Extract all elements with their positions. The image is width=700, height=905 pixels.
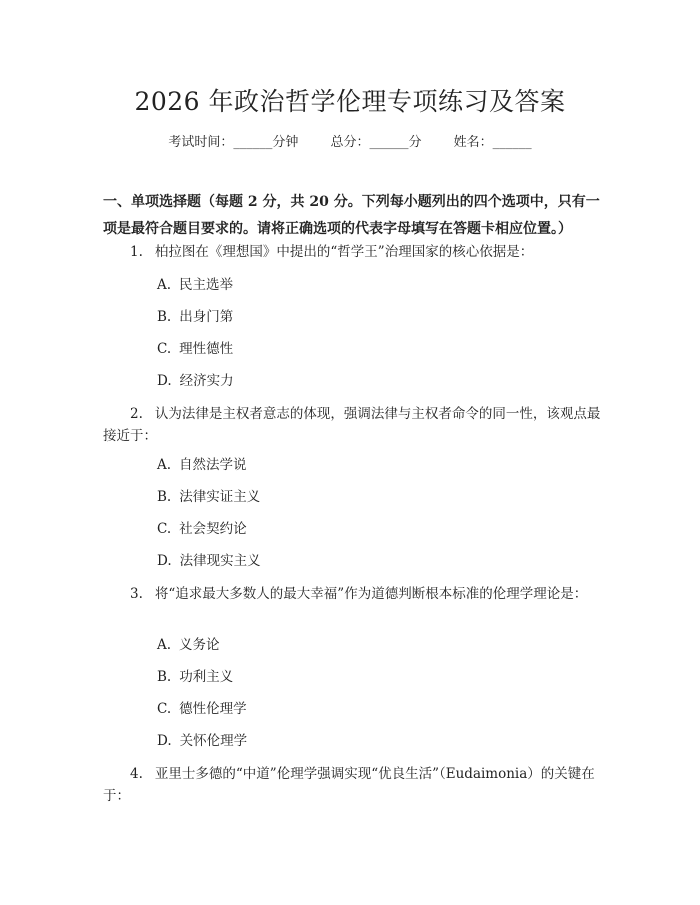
option-1c (157, 339, 233, 359)
option-letter: D. (157, 733, 172, 749)
option-3d (157, 731, 247, 751)
option-text: 法律现实主义 (179, 553, 261, 569)
option-2c (157, 519, 247, 539)
option-2d (157, 551, 261, 571)
option-letter: C. (157, 341, 172, 357)
option-text: 民主选举 (179, 277, 234, 293)
option-1d (157, 371, 234, 391)
option-1b (157, 307, 233, 327)
option-text: 社会契约论 (179, 521, 247, 537)
question-text: 将“追求最大多数人的最大幸福”作为道德判断根本标准的伦理学理论是： (154, 586, 588, 602)
student-name-field: 姓名：______ (453, 135, 532, 150)
option-letter: B. (157, 489, 172, 505)
option-text: 功利主义 (179, 669, 234, 685)
option-text: 出身门第 (179, 309, 234, 325)
question-number: 1. (130, 244, 143, 260)
option-text: 理性德性 (179, 341, 234, 357)
question-4 (103, 763, 603, 807)
option-3c (157, 699, 247, 719)
option-text: 经济实力 (179, 373, 234, 389)
option-letter: C. (157, 521, 172, 537)
option-2b (157, 487, 260, 507)
option-text: 义务论 (179, 637, 220, 653)
exam-time-field: 考试时间：______分钟 (168, 135, 299, 150)
option-letter: A. (157, 637, 172, 653)
question-3 (103, 583, 603, 605)
option-letter: D. (157, 553, 172, 569)
option-3b (157, 667, 233, 687)
question-number: 3. (130, 586, 143, 602)
option-3a (157, 635, 220, 655)
option-letter: C. (157, 701, 172, 717)
question-text: 亚里士多德的“中道”伦理学强调实现“优良生活”（Eudaimonia）的关键在于： (103, 766, 595, 804)
section-heading: 一、单项选择题（每题 2 分，共 20 分。下列每小题列出的四个选项中，只有一项是最符合题目要求的。请将正确选项的代表字母填写在答题卡相应位置。） (103, 194, 600, 237)
question-number: 4. (130, 766, 143, 782)
question-text: 柏拉图在《理想国》中提出的“哲学王”治理国家的核心依据是： (154, 244, 534, 260)
exam-meta (0, 131, 700, 150)
option-letter: A. (157, 277, 172, 293)
option-letter: B. (157, 309, 172, 325)
page-title: 2026 年政治哲学伦理专项练习及答案 (134, 87, 566, 116)
question-text: 认为法律是主权者意志的体现，强调法律与主权者命令的同一性，该观点最接近于： (103, 406, 601, 444)
option-text: 关怀伦理学 (179, 733, 248, 749)
question-2 (103, 403, 603, 447)
option-2a (157, 455, 247, 475)
option-letter: D. (157, 373, 172, 389)
option-text: 自然法学说 (179, 457, 247, 473)
option-1a (157, 275, 233, 295)
option-letter: B. (157, 669, 172, 685)
option-text: 德性伦理学 (179, 701, 247, 717)
total-score-field: 总分：______分 (330, 135, 422, 150)
question-1 (103, 241, 603, 263)
question-number: 2. (130, 406, 143, 422)
option-text: 法律实证主义 (179, 489, 261, 505)
option-letter: A. (157, 457, 172, 473)
